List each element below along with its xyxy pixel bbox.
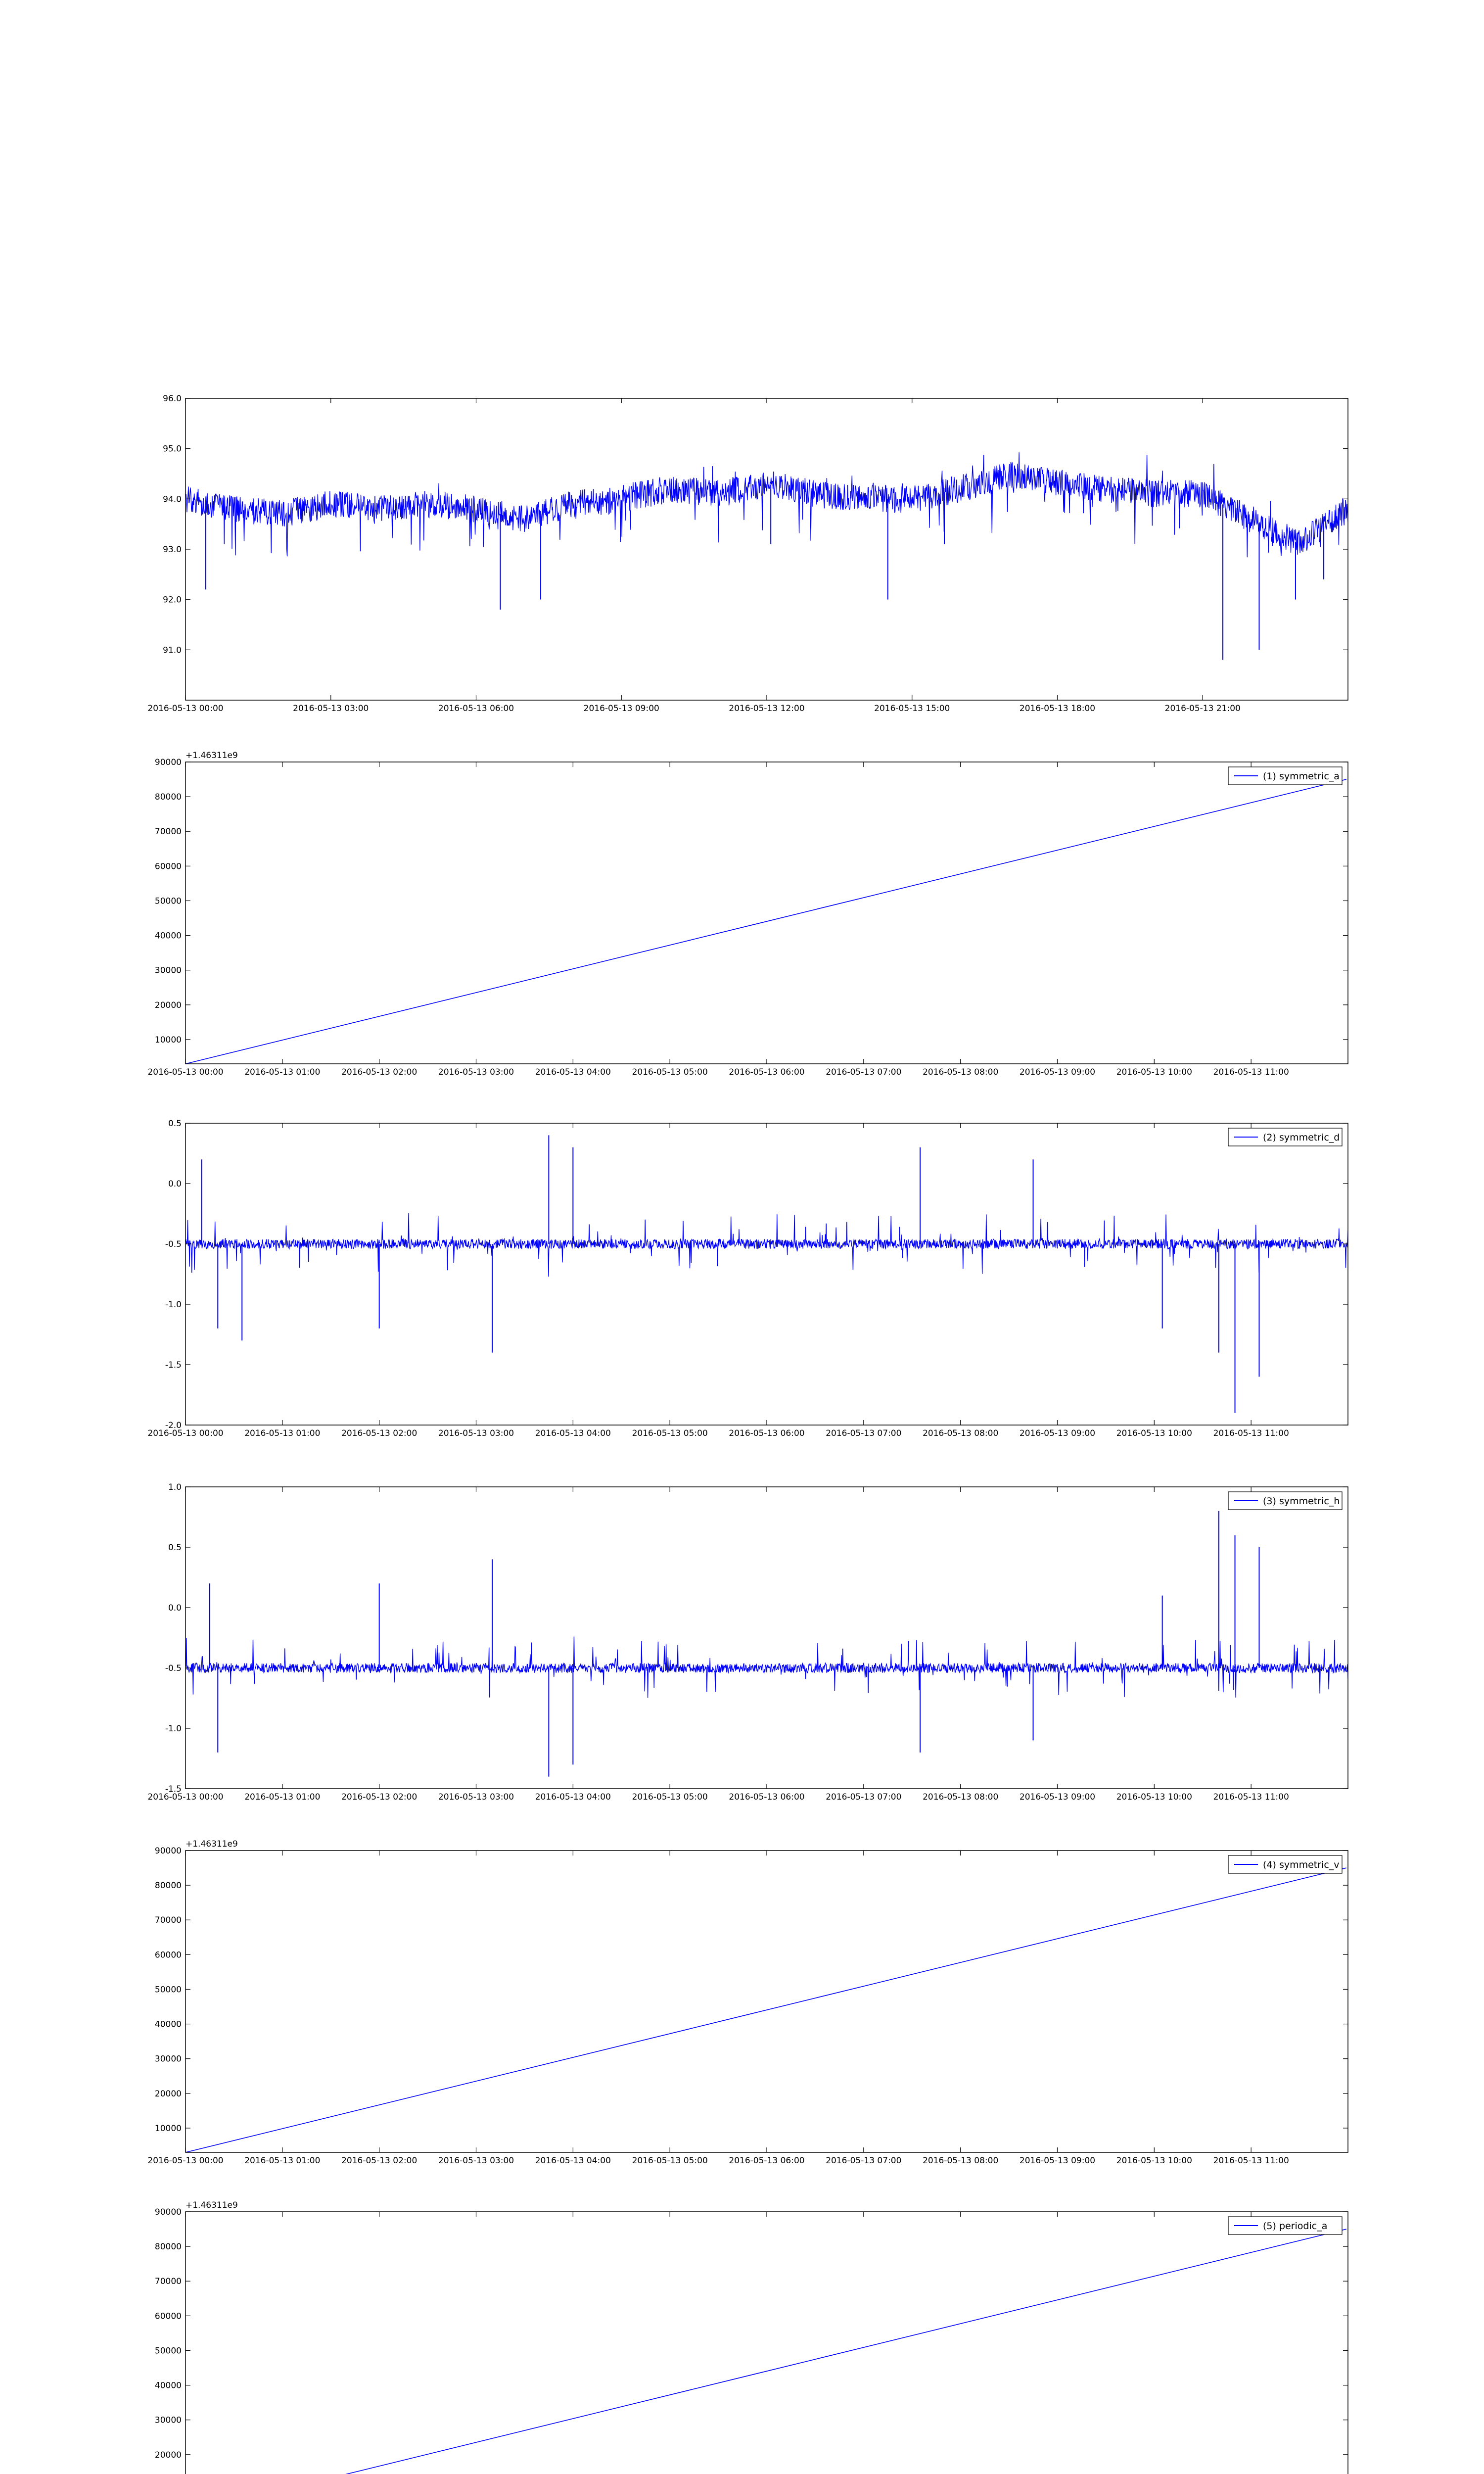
x-tick-label-6: 2016-05-13 05:00 xyxy=(632,1792,708,1802)
x-tick-label-2: 2016-05-13 01:00 xyxy=(244,1428,321,1438)
axes-frame xyxy=(186,1487,1348,1789)
y-tick-label-4: 0.0 xyxy=(168,1603,182,1613)
legend xyxy=(1228,1856,1342,1873)
y-tick-label-1: 10000 xyxy=(154,2123,182,2134)
x-tick-label-10: 2016-05-13 09:00 xyxy=(1019,1792,1096,1802)
y-tick-label-9: 90000 xyxy=(154,758,182,767)
x-tick-label-9: 2016-05-13 08:00 xyxy=(923,1428,999,1438)
y-tick-label-2: -1.0 xyxy=(165,1724,182,1734)
x-tick-label-10: 2016-05-13 09:00 xyxy=(1019,1428,1096,1438)
y-tick-label-5: 50000 xyxy=(154,896,182,906)
x-tick-label-12: 2016-05-13 11:00 xyxy=(1213,2156,1289,2166)
x-tick-label-4: 2016-05-13 03:00 xyxy=(438,1428,514,1438)
x-tick-label-8: 2016-05-13 07:00 xyxy=(826,1792,902,1802)
y-tick-label-7: 70000 xyxy=(154,2277,182,2287)
y-tick-label-2: -1.5 xyxy=(165,1360,182,1370)
x-tick-label-12: 2016-05-13 11:00 xyxy=(1213,1792,1289,1802)
legend-label: (3) symmetric_h xyxy=(1263,1496,1340,1507)
y-tick-label-8: 80000 xyxy=(154,1881,182,1891)
x-tick-label-7: 2016-05-13 06:00 xyxy=(729,1792,805,1802)
x-tick-label-12: 2016-05-13 11:00 xyxy=(1213,1428,1289,1438)
x-tick-label-10: 2016-05-13 09:00 xyxy=(1019,2156,1096,2166)
legend xyxy=(1228,1128,1342,1146)
x-tick-label-11: 2016-05-13 10:00 xyxy=(1116,1792,1192,1802)
y-tick-label-6: 60000 xyxy=(154,861,182,872)
y-tick-label-7: 70000 xyxy=(154,827,182,837)
y-tick-label-3: 30000 xyxy=(154,2054,182,2064)
y-tick-label-2: 20000 xyxy=(154,2089,182,2099)
y-tick-label-6: 60000 xyxy=(154,1950,182,1960)
series-line xyxy=(186,1868,1346,2152)
x-tick-label-3: 2016-05-13 02:00 xyxy=(341,1067,417,1077)
x-tick-label-2: 2016-05-13 03:00 xyxy=(293,704,369,714)
x-tick-label-1: 2016-05-13 00:00 xyxy=(147,1067,224,1077)
x-tick-label-7: 2016-05-13 18:00 xyxy=(1019,704,1096,714)
x-tick-label-9: 2016-05-13 08:00 xyxy=(923,2156,999,2166)
x-tick-label-5: 2016-05-13 04:00 xyxy=(535,1067,611,1077)
legend-label: (4) symmetric_v xyxy=(1263,1859,1340,1870)
x-tick-label-9: 2016-05-13 08:00 xyxy=(923,1067,999,1077)
x-tick-label-5: 2016-05-13 04:00 xyxy=(535,1792,611,1802)
x-tick-label-8: 2016-05-13 07:00 xyxy=(826,1428,902,1438)
x-tick-label-12: 2016-05-13 11:00 xyxy=(1213,1067,1289,1077)
x-tick-label-8: 2016-05-13 21:00 xyxy=(1164,704,1241,714)
axes-frame xyxy=(186,1123,1348,1425)
y-tick-label-3: 30000 xyxy=(154,2415,182,2426)
x-tick-label-4: 2016-05-13 03:00 xyxy=(438,1067,514,1077)
legend-label: (1) symmetric_a xyxy=(1263,771,1340,782)
legend-label: (2) symmetric_d xyxy=(1263,1132,1340,1143)
axis-offset-text: +1.46311e9 xyxy=(186,1839,238,1849)
plot-area xyxy=(186,779,1346,1064)
series-line xyxy=(186,779,1346,1064)
x-tick-label-3: 2016-05-13 02:00 xyxy=(341,1428,417,1438)
x-tick-label-11: 2016-05-13 10:00 xyxy=(1116,1067,1192,1077)
y-tick-label-5: 50000 xyxy=(154,1985,182,1995)
x-tick-label-3: 2016-05-13 06:00 xyxy=(438,704,514,714)
y-tick-label-4: 40000 xyxy=(154,2019,182,2030)
series-line xyxy=(186,452,1348,557)
y-tick-label-2: 20000 xyxy=(154,1000,182,1010)
axes-frame xyxy=(186,1851,1348,2152)
x-tick-label-6: 2016-05-13 05:00 xyxy=(632,1428,708,1438)
plot-area xyxy=(186,1135,1348,1413)
legend-label: (5) periodic_a xyxy=(1263,2221,1328,2232)
axis-offset-text: +1.46311e9 xyxy=(186,751,238,761)
axes-frame xyxy=(186,398,1348,700)
y-tick-label-6: 1.0 xyxy=(168,1482,182,1492)
series-line xyxy=(186,1637,1348,1698)
y-tick-label-4: -0.5 xyxy=(165,1239,182,1249)
x-tick-label-3: 2016-05-13 02:00 xyxy=(341,2156,417,2166)
y-tick-label-3: 93.0 xyxy=(163,545,182,555)
y-tick-label-3: -1.0 xyxy=(165,1300,182,1310)
y-tick-label-3: 30000 xyxy=(154,965,182,976)
x-tick-label-8: 2016-05-13 07:00 xyxy=(826,1067,902,1077)
legend xyxy=(1228,767,1342,785)
series-line xyxy=(186,1213,1348,1277)
chart-panel-1 xyxy=(147,394,1348,714)
y-tick-label-5: 50000 xyxy=(154,2346,182,2356)
y-tick-label-7: 70000 xyxy=(154,1915,182,1926)
x-tick-label-7: 2016-05-13 06:00 xyxy=(729,2156,805,2166)
x-tick-label-7: 2016-05-13 06:00 xyxy=(729,1428,805,1438)
axis-offset-text: +1.46311e9 xyxy=(186,2200,238,2210)
x-tick-label-3: 2016-05-13 02:00 xyxy=(341,1792,417,1802)
y-tick-label-4: 94.0 xyxy=(163,494,182,505)
y-tick-label-9: 90000 xyxy=(154,2207,182,2217)
y-tick-label-5: 0.5 xyxy=(168,1543,182,1553)
x-tick-label-4: 2016-05-13 03:00 xyxy=(438,1792,514,1802)
plot-area xyxy=(186,1511,1348,1777)
axes-frame xyxy=(186,762,1348,1064)
x-tick-label-2: 2016-05-13 01:00 xyxy=(244,1067,321,1077)
legend xyxy=(1228,2217,1342,2235)
x-tick-label-6: 2016-05-13 15:00 xyxy=(874,704,950,714)
x-tick-label-6: 2016-05-13 05:00 xyxy=(632,2156,708,2166)
y-tick-label-4: 40000 xyxy=(154,2380,182,2391)
x-tick-label-2: 2016-05-13 01:00 xyxy=(244,2156,321,2166)
y-tick-label-5: 95.0 xyxy=(163,444,182,454)
x-tick-label-4: 2016-05-13 03:00 xyxy=(438,2156,514,2166)
chart-panel-2 xyxy=(147,751,1348,1077)
y-tick-label-3: -0.5 xyxy=(165,1664,182,1673)
y-tick-label-9: 90000 xyxy=(154,1846,182,1856)
x-tick-label-6: 2016-05-13 05:00 xyxy=(632,1067,708,1077)
plot-area xyxy=(186,2229,1346,2474)
x-tick-label-8: 2016-05-13 07:00 xyxy=(826,2156,902,2166)
chart-panel-6 xyxy=(147,2200,1348,2474)
x-tick-label-9: 2016-05-13 08:00 xyxy=(923,1792,999,1802)
chart-panel-5 xyxy=(147,1839,1348,2166)
y-tick-label-4: 40000 xyxy=(154,931,182,941)
y-tick-label-5: 0.0 xyxy=(168,1179,182,1189)
x-tick-label-5: 2016-05-13 04:00 xyxy=(535,1428,611,1438)
legend xyxy=(1228,1492,1342,1510)
x-tick-label-5: 2016-05-13 04:00 xyxy=(535,2156,611,2166)
y-tick-label-2: 92.0 xyxy=(163,595,182,605)
y-tick-label-6: 60000 xyxy=(154,2311,182,2322)
chart-panel-3 xyxy=(147,1119,1348,1438)
x-tick-label-4: 2016-05-13 09:00 xyxy=(583,704,659,714)
y-tick-label-6: 96.0 xyxy=(163,394,182,404)
chart-panel-4 xyxy=(147,1482,1348,1802)
y-tick-label-1: -2.0 xyxy=(165,1421,182,1430)
x-tick-label-11: 2016-05-13 10:00 xyxy=(1116,1428,1192,1438)
x-tick-label-1: 2016-05-13 00:00 xyxy=(147,1428,224,1438)
x-tick-label-1: 2016-05-13 00:00 xyxy=(147,1792,224,1802)
y-tick-label-8: 80000 xyxy=(154,2242,182,2252)
x-tick-label-5: 2016-05-13 12:00 xyxy=(729,704,805,714)
x-tick-label-1: 2016-05-13 00:00 xyxy=(147,2156,224,2166)
x-tick-label-2: 2016-05-13 01:00 xyxy=(244,1792,321,1802)
y-tick-label-6: 0.5 xyxy=(168,1119,182,1129)
plot-area xyxy=(186,452,1348,660)
series-line xyxy=(186,2229,1346,2474)
x-tick-label-11: 2016-05-13 10:00 xyxy=(1116,2156,1192,2166)
y-tick-label-1: -1.5 xyxy=(165,1784,182,1794)
axes-frame xyxy=(186,2212,1348,2474)
y-tick-label-1: 91.0 xyxy=(163,645,182,656)
x-tick-label-1: 2016-05-13 00:00 xyxy=(147,704,224,714)
plot-area xyxy=(186,1868,1346,2152)
x-tick-label-10: 2016-05-13 09:00 xyxy=(1019,1067,1096,1077)
y-tick-label-1: 10000 xyxy=(154,1035,182,1045)
x-tick-label-7: 2016-05-13 06:00 xyxy=(729,1067,805,1077)
y-tick-label-2: 20000 xyxy=(154,2450,182,2460)
y-tick-label-8: 80000 xyxy=(154,792,182,803)
